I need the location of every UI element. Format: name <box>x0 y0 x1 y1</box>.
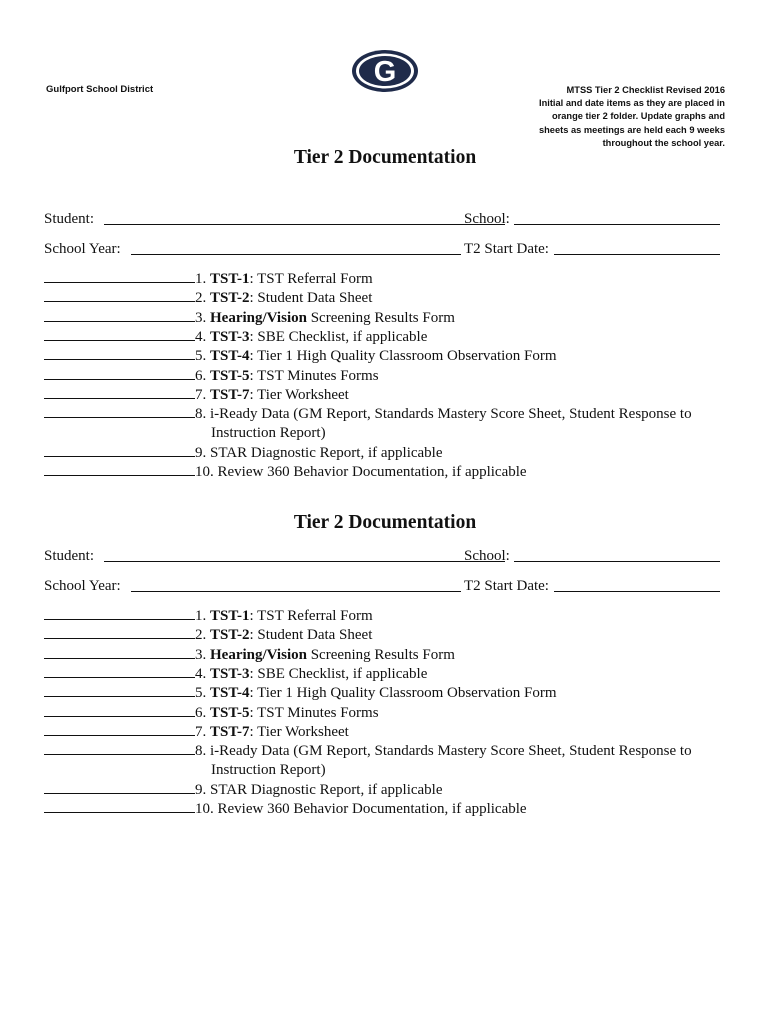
initial-date-blank[interactable] <box>44 308 195 322</box>
section-title: Tier 2 Documentation <box>293 147 477 168</box>
t2-start-field[interactable] <box>554 591 720 592</box>
initial-date-blank[interactable] <box>44 288 195 302</box>
student-school-row <box>44 209 722 229</box>
g-logo <box>350 48 420 94</box>
note-line: orange tier 2 folder. Update graphs and <box>551 111 725 122</box>
checklist-item: 6. TST-5: TST Minutes Forms <box>44 703 379 723</box>
school-label: School: <box>464 548 510 564</box>
year-start-row <box>44 239 722 259</box>
checklist-item: 6. TST-5: TST Minutes Forms <box>44 366 379 386</box>
note-line: throughout the school year. <box>602 137 725 148</box>
checklist-item: 7. TST-7: Tier Worksheet <box>44 722 349 742</box>
student-label: Student: <box>44 211 95 227</box>
school-year-field[interactable] <box>131 591 461 592</box>
school-field[interactable] <box>514 224 720 225</box>
initial-date-blank[interactable] <box>44 741 195 755</box>
district-name: Gulfport School District <box>46 84 154 95</box>
initial-date-blank[interactable] <box>44 443 195 457</box>
checklist-item: 7. TST-7: Tier Worksheet <box>44 385 349 405</box>
student-label: Student: <box>44 548 95 564</box>
checklist-item: 2. TST-2: Student Data Sheet <box>44 625 372 645</box>
checklist-item: 10. Review 360 Behavior Documentation, if applicable <box>44 462 527 482</box>
checklist-item: 1. TST-1: TST Referral Form <box>44 269 373 289</box>
initial-date-blank[interactable] <box>44 366 195 380</box>
checklist-item: 5. TST-4: Tier 1 High Quality Classroom Observation Form <box>44 346 557 366</box>
initial-date-blank[interactable] <box>44 269 195 283</box>
initial-date-blank[interactable] <box>44 625 195 639</box>
t2-start-field[interactable] <box>554 254 720 255</box>
checklist-item: 4. TST-3: SBE Checklist, if applicable <box>44 327 427 347</box>
initial-date-blank[interactable] <box>44 799 195 813</box>
checklist-note <box>470 84 725 150</box>
initial-date-blank[interactable] <box>44 722 195 736</box>
t2-start-label: T2 Start Date: <box>464 241 549 257</box>
checklist-item: 9. STAR Diagnostic Report, if applicable <box>44 780 443 800</box>
initial-date-blank[interactable] <box>44 606 195 620</box>
note-line: MTSS Tier 2 Checklist Revised 2016 <box>566 85 725 95</box>
t2-start-label: T2 Start Date: <box>464 578 549 594</box>
initial-date-blank[interactable] <box>44 780 195 794</box>
checklist-item: 8. i-Ready Data (GM Report, Standards Mastery Score Sheet, Student Response to Instruction Report) <box>44 741 692 781</box>
student-school-row <box>44 546 722 566</box>
checklist-item: 5. TST-4: Tier 1 High Quality Classroom Observation Form <box>44 683 557 703</box>
initial-date-blank[interactable] <box>44 664 195 678</box>
student-field[interactable] <box>104 561 505 562</box>
checklist-item: 3. Hearing/Vision Screening Results Form <box>44 308 455 328</box>
note-line: sheets as meetings are held each 9 weeks <box>538 124 725 135</box>
initial-date-blank[interactable] <box>44 385 195 399</box>
school-year-label: School Year: <box>44 578 121 594</box>
checklist-item: 9. STAR Diagnostic Report, if applicable <box>44 443 443 463</box>
initial-date-blank[interactable] <box>44 404 195 418</box>
initial-date-blank[interactable] <box>44 703 195 717</box>
checklist-item: 10. Review 360 Behavior Documentation, if applicable <box>44 799 527 819</box>
school-label: School: <box>464 211 510 227</box>
initial-date-blank[interactable] <box>44 683 195 697</box>
initial-date-blank[interactable] <box>44 327 195 341</box>
school-field[interactable] <box>514 561 720 562</box>
section-title: Tier 2 Documentation <box>293 512 477 533</box>
checklist-item: 1. TST-1: TST Referral Form <box>44 606 373 626</box>
checklist-item: 2. TST-2: Student Data Sheet <box>44 288 372 308</box>
year-start-row <box>44 576 722 596</box>
logo-letter: G <box>373 56 397 88</box>
note-line: Initial and date items as they are placed in <box>538 98 725 109</box>
school-year-field[interactable] <box>131 254 461 255</box>
initial-date-blank[interactable] <box>44 645 195 659</box>
student-field[interactable] <box>104 224 505 225</box>
school-year-label: School Year: <box>44 241 121 257</box>
initial-date-blank[interactable] <box>44 462 195 476</box>
checklist-item: 4. TST-3: SBE Checklist, if applicable <box>44 664 427 684</box>
initial-date-blank[interactable] <box>44 346 195 360</box>
checklist-item: 8. i-Ready Data (GM Report, Standards Mastery Score Sheet, Student Response to Instruction Report) <box>44 404 692 444</box>
checklist-item: 3. Hearing/Vision Screening Results Form <box>44 645 455 665</box>
